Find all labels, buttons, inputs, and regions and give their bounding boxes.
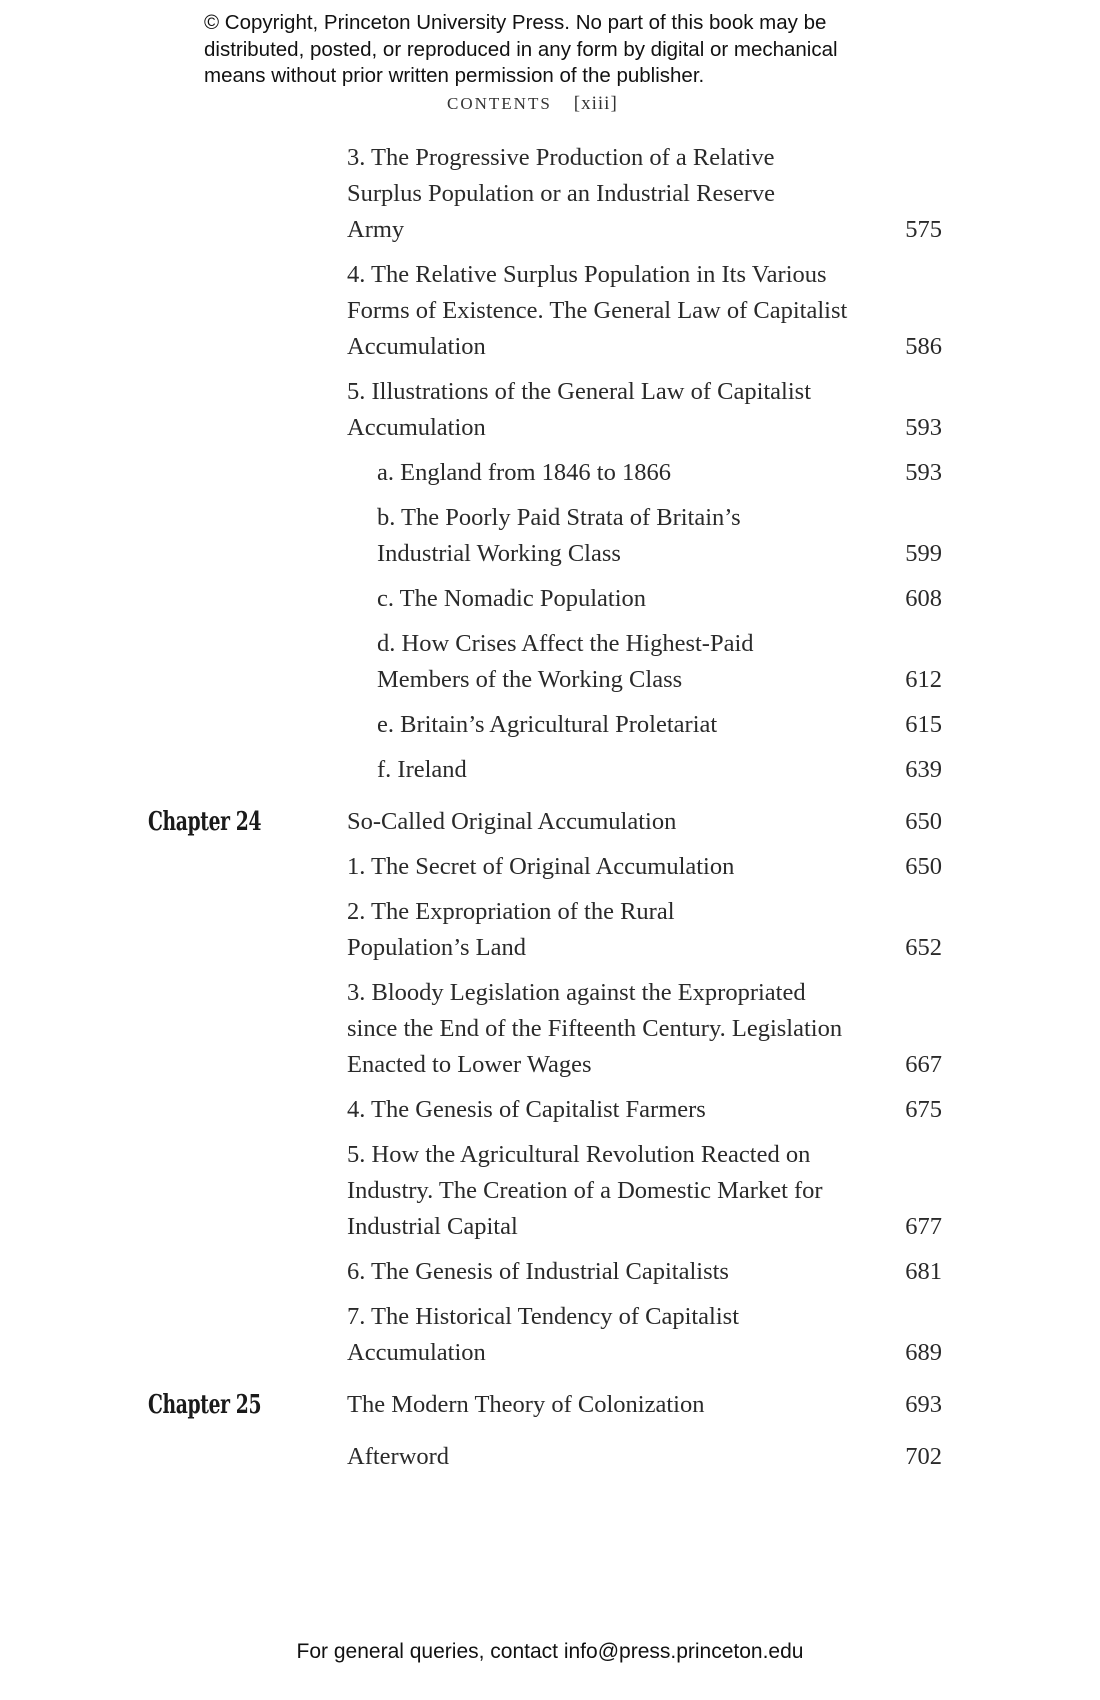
toc-chapter-entry[interactable]	[0, 1387, 1100, 1423]
toc-entry[interactable]	[0, 140, 1100, 248]
copyright-line-2: distributed, posted, or reproduced in any form by digital or mechanical	[204, 37, 838, 61]
toc-entry[interactable]	[0, 894, 1100, 966]
toc-entry-title: 7. The Historical Tendency of Capitalist Accumulation	[347, 1303, 740, 1366]
toc-entry[interactable]	[0, 1092, 1100, 1128]
toc-entry-title: The Modern Theory of Colonization	[347, 1391, 705, 1418]
toc-subentry[interactable]	[0, 752, 1100, 788]
toc-entry-page: 639	[905, 756, 942, 783]
toc-entry-title: 3. The Progressive Production of a Relative Surplus Population or an Industrial Reserve Army	[347, 144, 776, 243]
toc-subentry[interactable]	[0, 581, 1100, 617]
toc-entry-title: 5. How the Agricultural Revolution Reacted on Industry. The Creation of a Domestic Market for Industrial Capital	[347, 1141, 823, 1240]
toc-entry-page: 702	[905, 1443, 942, 1470]
toc-entry[interactable]	[0, 849, 1100, 885]
copyright-notice	[204, 10, 924, 90]
copyright-line-1: © Copyright, Princeton University Press. No part of this book may be	[204, 11, 827, 34]
running-head-label: CONTENTS	[447, 94, 552, 113]
toc-entry-page: 608	[905, 585, 942, 612]
toc-entry-page: 575	[905, 216, 942, 243]
toc-entry-page: 599	[905, 540, 942, 567]
toc-entry-page: 667	[905, 1051, 942, 1078]
toc-entry-title: 5. Illustrations of the General Law of Capitalist Accumulation	[347, 378, 812, 441]
page-folio: [xiii]	[573, 93, 618, 114]
toc-entry-page: 612	[905, 666, 942, 693]
footer-contact: For general queries, contact info@press.princeton.edu	[296, 1640, 804, 1663]
table-of-contents	[0, 140, 1100, 1484]
toc-entry-title: b. The Poorly Paid Strata of Britain’s Industrial Working Class	[377, 504, 741, 567]
toc-entry-title: 3. Bloody Legislation against the Expropriated since the End of the Fifteenth Century. Legislation Enacted to Lower Wages	[347, 979, 843, 1078]
toc-entry-title: 1. The Secret of Original Accumulation	[347, 853, 735, 880]
toc-entry-title: 4. The Genesis of Capitalist Farmers	[347, 1096, 706, 1123]
toc-entry-title: e. Britain’s Agricultural Proletariat	[377, 711, 718, 738]
toc-subentry[interactable]	[0, 626, 1100, 698]
toc-entry-page: 586	[905, 333, 942, 360]
toc-entry[interactable]	[0, 257, 1100, 365]
toc-entry[interactable]	[0, 374, 1100, 446]
toc-entry-page: 615	[905, 711, 942, 738]
toc-entry-title: So-Called Original Accumulation	[347, 808, 677, 835]
toc-entry-page: 675	[905, 1096, 942, 1123]
toc-entry-page: 652	[905, 934, 942, 961]
chapter-label: Chapter 24	[148, 807, 262, 837]
toc-entry-page: 677	[905, 1213, 942, 1240]
toc-entry[interactable]	[0, 1299, 1100, 1371]
toc-entry-title: 2. The Expropriation of the Rural Population’s Land	[347, 898, 675, 961]
toc-entry-page: 693	[905, 1391, 942, 1418]
toc-subentry[interactable]	[0, 707, 1100, 743]
toc-entry[interactable]	[0, 1254, 1100, 1290]
toc-entry-page: 681	[905, 1258, 942, 1285]
copyright-line-3: means without prior written permission of the publisher.	[204, 64, 705, 87]
toc-entry[interactable]	[0, 1137, 1100, 1245]
toc-entry-page: 650	[905, 808, 942, 835]
toc-entry-title: c. The Nomadic Population	[377, 585, 646, 612]
toc-entry-title: f. Ireland	[377, 756, 467, 783]
toc-subentry[interactable]	[0, 500, 1100, 572]
toc-entry-title: 4. The Relative Surplus Population in Its Various Forms of Existence. The General Law of Capitalist Accumulation	[347, 261, 848, 360]
toc-entry-title: a. England from 1846 to 1866	[377, 459, 671, 486]
toc-entry-title: d. How Crises Affect the Highest-Paid Members of the Working Class	[377, 630, 754, 693]
toc-entry[interactable]	[0, 975, 1100, 1083]
toc-entry-title: Afterword	[347, 1443, 450, 1470]
toc-entry-page: 593	[905, 459, 942, 486]
chapter-label: Chapter 25	[148, 1390, 262, 1420]
toc-entry-page: 689	[905, 1339, 942, 1366]
toc-entry-page: 650	[905, 853, 942, 880]
toc-subentry[interactable]	[0, 455, 1100, 491]
toc-chapter-entry[interactable]	[0, 804, 1100, 840]
toc-entry-title: 6. The Genesis of Industrial Capitalists	[347, 1258, 729, 1285]
toc-afterword-entry[interactable]	[0, 1439, 1100, 1475]
running-head	[447, 93, 618, 115]
toc-entry-page: 593	[905, 414, 942, 441]
